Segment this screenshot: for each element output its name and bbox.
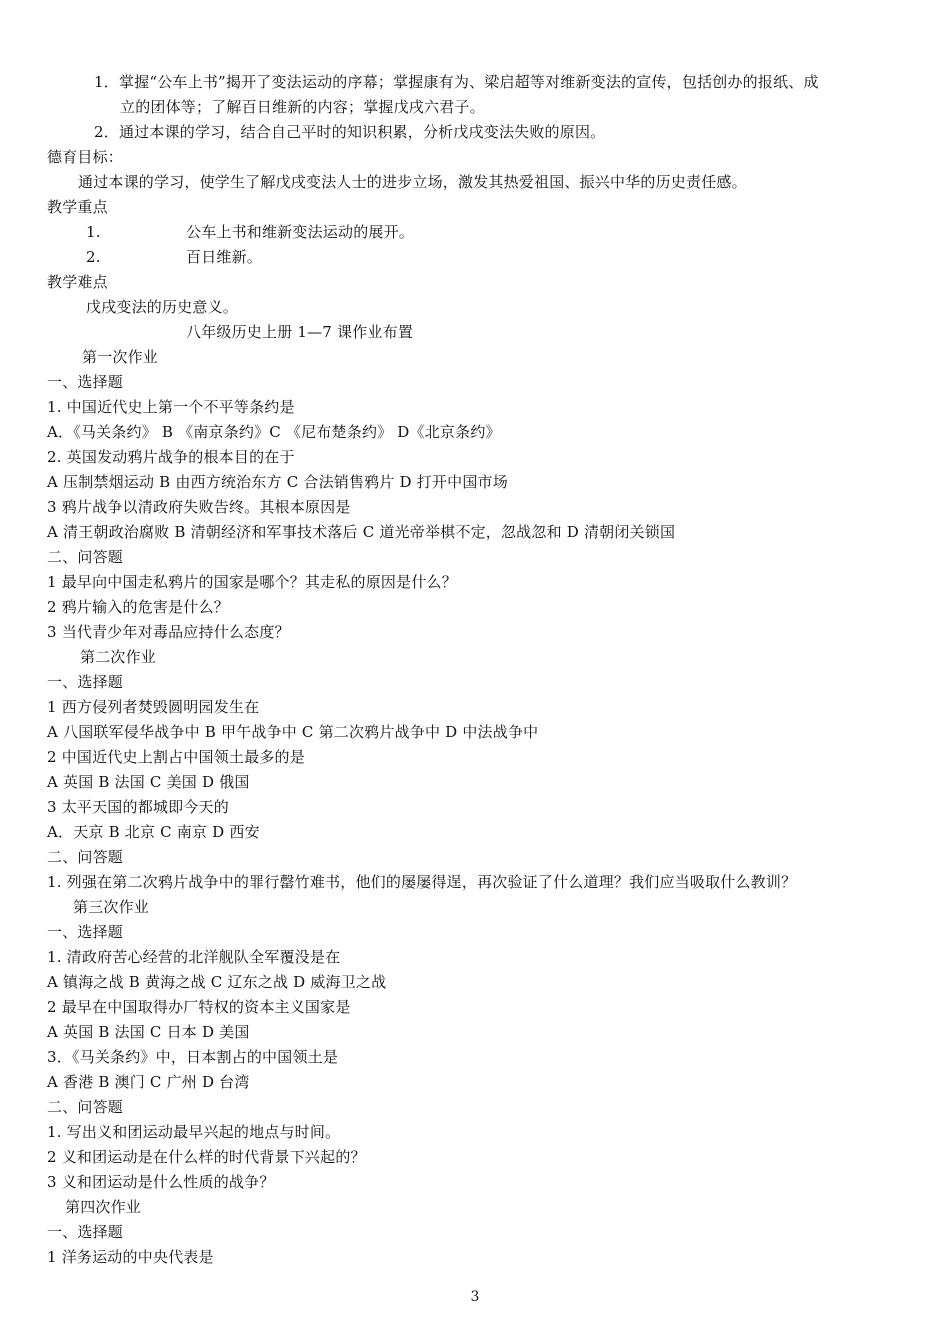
text-line: 1．掌握“公车上书”揭开了变法运动的序幕；掌握康有为、梁启超等对维新变法的宣传，包括创办的报纸、成 [94,73,819,91]
question: 1 最早向中国走私鸦片的国家是哪个？其走私的原因是什么？ [47,573,457,591]
question: 3．《马关条约》中，日本割占的中国领土是 [47,1048,339,1066]
question-type-heading: 一、选择题 [47,923,124,941]
section-heading: 教学难点 [47,273,108,291]
question: 1. 列强在第二次鸦片战争中的罪行罄竹难书，他们的屡屡得逞，再次验证了什么道理？我们应当吸取什么教训？ [47,873,797,891]
section-heading: 教学重点 [47,198,108,216]
question-type-heading: 一、选择题 [47,373,124,391]
document-title: 八年级历史上册 1—7 课作业布置 [186,323,414,341]
list-item: 百日维新。 [186,248,263,266]
assignment-heading: 第四次作业 [65,1198,142,1216]
assignment-heading: 第一次作业 [82,348,159,366]
question: 3 太平天国的都城即今天的 [47,798,229,816]
answer-options: A 八国联军侵华战争中 B 甲午战争中 C 第二次鸦片战争中 D 中法战争中 [47,723,539,741]
answer-options: A 镇海之战 B 黄海之战 C 辽东之战 D 威海卫之战 [47,973,387,991]
question: 3 鸦片战争以清政府失败告终。其根本原因是 [47,498,351,516]
answer-options: A 英国 B 法国 C 日本 D 美国 [47,1023,250,1041]
question-type-heading: 一、选择题 [47,673,124,691]
list-number: 2. [86,248,101,266]
question: 2 中国近代史上割占中国领土最多的是 [47,748,305,766]
question: 2. 英国发动鸦片战争的根本目的在于 [47,448,295,466]
question: 1. 中国近代史上第一个不平等条约是 [47,398,295,416]
question-type-heading: 一、选择题 [47,1223,124,1241]
question: 2 鸦片输入的危害是什么？ [47,598,229,616]
answer-options: A．天京 B 北京 C 南京 D 西安 [47,823,260,841]
question-type-heading: 二、问答题 [47,1098,124,1116]
answer-options: A 香港 B 澳门 C 广州 D 台湾 [47,1073,250,1091]
section-heading: 德育目标： [47,148,124,166]
question: 2 最早在中国取得办厂特权的资本主义国家是 [47,998,351,1016]
text-line: 戊戌变法的历史意义。 [86,298,239,316]
question: 1 洋务运动的中央代表是 [47,1248,214,1266]
question: 1. 写出义和团运动最早兴起的地点与时间。 [47,1123,341,1141]
question: 2 义和团运动是在什么样的时代背景下兴起的？ [47,1148,366,1166]
question-type-heading: 二、问答题 [47,848,124,866]
answer-options: A．《马关条约》 B 《南京条约》C 《尼布楚条约》 D《北京条约》 [47,423,501,441]
assignment-heading: 第三次作业 [73,898,150,916]
answer-options: A 英国 B 法国 C 美国 D 俄国 [47,773,250,791]
question: 3 当代青少年对毒品应持什么态度？ [47,623,290,641]
question: 3 义和团运动是什么性质的战争？ [47,1173,275,1191]
assignment-heading: 第二次作业 [80,648,157,666]
list-item: 公车上书和维新变法运动的展开。 [186,223,415,241]
list-number: 1. [86,223,101,241]
page-number: 3 [470,1289,480,1305]
text-line: 立的团体等；了解百日维新的内容；掌握戊戌六君子。 [120,98,485,116]
question: 1. 清政府苦心经营的北洋舰队全军覆没是在 [47,948,341,966]
question: 1 西方侵列者焚毁圆明园发生在 [47,698,260,716]
answer-options: A 清王朝政治腐败 B 清朝经济和军事技术落后 C 道光帝举棋不定，忽战忽和 D 清朝闭关锁国 [47,523,676,541]
text-line: 通过本课的学习，使学生了解戊戌变法人士的进步立场，激发其热爱祖国、振兴中华的历史责任感。 [78,173,747,191]
question-type-heading: 二、问答题 [47,548,124,566]
text-line: 2．通过本课的学习，结合自己平时的知识积累，分析戊戌变法失败的原因。 [94,123,606,141]
answer-options: A 压制禁烟运动 B 由西方统治东方 C 合法销售鸦片 D 打开中国市场 [47,473,508,491]
